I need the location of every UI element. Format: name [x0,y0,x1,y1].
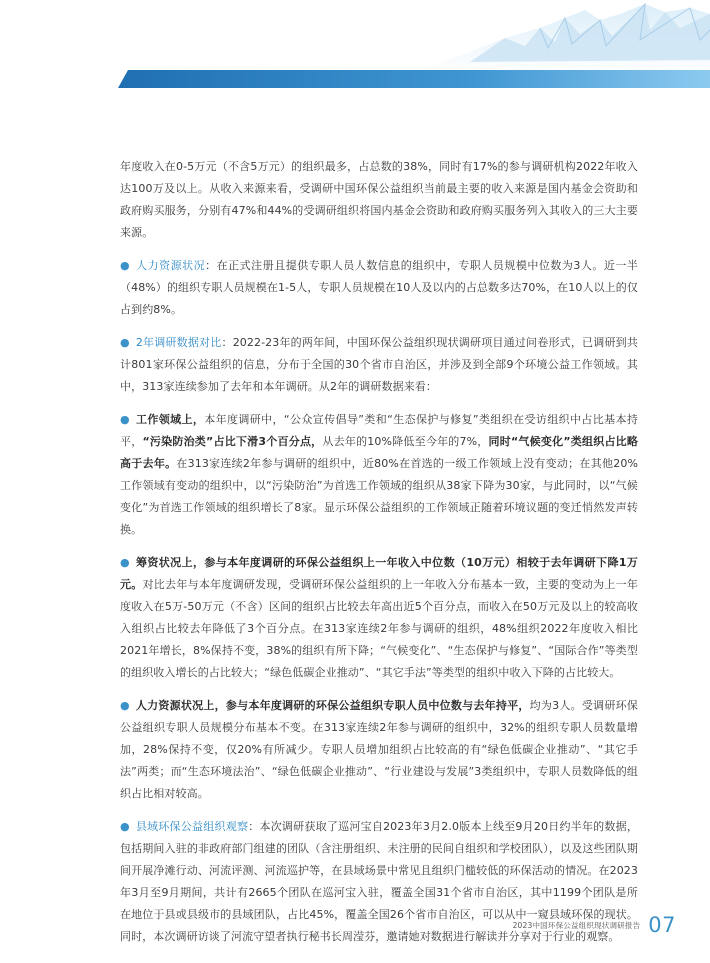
subheading-funding: 筹资状况上，参与本年度调研的环保公益组织上一年收入中位数（10万元）相较于去年调研下降1万元。 [120,556,638,591]
bullet-icon: ● [120,336,130,349]
subparagraph-funding-text: 对比去年与本年度调研发现，受调研环保公益组织的上一年收入分布基本一致，主要的变动为上一年度收入在5万-50万元（不含）区间的组织占比较去年高出近5个百分点，而收入在50万元及以上的较高收入组织占比较去年降低了3个百分点。在313家连续2年参与调研的组织，48%组织2022年度收入相比2021年增长，8%保持不变，38%的组织有所下降；“气候变化”、“生态保护与修复”、“国际合作”等类型的组织收入增长的占比较大；“绿色低碳企业推动”、“其它手法”等类型的组织中收入下降的占比较大。 [120,578,638,679]
paragraph-two-year-comparison [120,332,638,398]
paragraph-human-resources-text: ：在正式注册且提供专职人员人数信息的组织中，专职人员规模中位数为3人。近一半（48%）的组织专职人员规模在1-5人，专职人员规模在10人及以内的占总数多达70%，在10人以上的仅占到约8%。 [120,259,638,316]
section-heading-two-year-comparison: 2年调研数据对比 [135,336,222,349]
subparagraph-work-field-text-2: 从去年的10%降低至今年的7%， [322,435,489,448]
header-decoration [0,0,710,110]
paragraph-county-observation-text: ：本次调研获取了巡河宝自2023年3月2.0版本上线至9月20日约半年的数据，包括期间入驻的非政府部门组建的团队（含注册组织、未注册的民间自组织和学校团队），以及这些团队期间开展净滩行动、河流评测、河流巡护等，在县域场景中常见且组织门槛较低的环保活动的情况。在2023年3月至9月期间，共计有2665个团队在巡河宝入驻，覆盖全国31个省市自治区，其中1199个团队是所在地位于县或县级市的县域团队，占比45%，覆盖全国26个省市自治区，可以从中一窥县域环保的现状。同时，本次调研访谈了河流守望者执行秘书长周滢芬，邀请她对数据进行解读并分享对于行业的观察。 [120,820,638,943]
subparagraph-staffing-text: 均为3人。受调研环保公益组织专职人员规模分布基本不变。在313家连续2年参与调研的组织中，32%的组织专职人员数量增加，28%保持不变，仅20%有所减少。专职人员增加组织占比较高的有“绿色低碳企业推动”、“其它手法”两类；而“生态环境法治”、“绿色低碳企业推动”、“行业建设与发展”3类组织中，专职人员数降低的组织占比相对较高。 [120,699,639,800]
mountain-illustration [420,4,710,75]
section-heading-county-observation: 县域环保公益组织观察 [135,820,249,833]
subparagraph-work-field-bold-2: 同时“气候变化”类组织占比略高于去年。 [120,435,638,470]
footer-report-title: 2023中国环保公益组织现状调研报告 [512,920,641,930]
main-text [120,156,638,959]
paragraph-two-year-comparison-text: ：2022-23年的两年间，中国环保公益组织现状调研项目通过问卷形式，已调研到共计801家环保公益组织的信息，分布于全国的30个省市自治区，并涉及到全部9个环境公益工作领域。其中，313家连续参加了去年和本年调研。从2年的调研数据来看： [120,336,638,393]
subheading-work-field: 工作领域上， [135,413,205,426]
blue-banner-stripe [118,70,710,88]
bullet-icon: ● [120,820,130,833]
subparagraph-work-field-text-3: 在313家连续2年参与调研的组织中，近80%在首选的一级工作领域上没有变动；在其他20%工作领域有变动的组织中，以“污染防治”为首选工作领域的组织从38家下降为30家，与此同时，以“气候变化”为首选工作领域的组织增长了8家。显示环保公益组织的工作领域正随着环境议题的变迁悄然发声转换。 [120,457,638,536]
paragraph-income [120,156,638,244]
subparagraph-funding [120,552,638,684]
bullet-icon: ● [120,699,130,712]
subparagraph-work-field [120,409,638,541]
subparagraph-work-field-text-1: 本年度调研中，“公众宣传倡导”类和“生态保护与修复”类组织在受访组织中占比基本持平， [120,413,638,448]
bullet-icon: ● [120,413,130,426]
subparagraph-work-field-bold-1: “污染防治类”占比下滑3个百分点， [142,435,323,448]
paragraph-human-resources [120,255,638,321]
subparagraph-staffing [120,695,638,805]
subheading-staffing: 人力资源状况上，参与本年度调研的环保公益组织专职人员中位数与去年持平， [135,699,530,712]
page-number: 07 [648,913,676,937]
paragraph-income-text: 年度收入在0-5万元（不含5万元）的组织最多，占总数的38%，同时有17%的参与调研机构2022年收入达100万及以上。从收入来源来看，受调研中国环保公益组织当前最主要的收入来源是国内基金会资助和政府购买服务，分别有47%和44%的受调研组织将国内基金会资助和政府购买服务列入其收入的三大主要来源。 [120,160,638,239]
bullet-icon: ● [120,556,130,569]
section-heading-human-resources: 人力资源状况 [136,259,206,272]
bullet-icon: ● [120,259,131,272]
page-footer [513,913,676,937]
